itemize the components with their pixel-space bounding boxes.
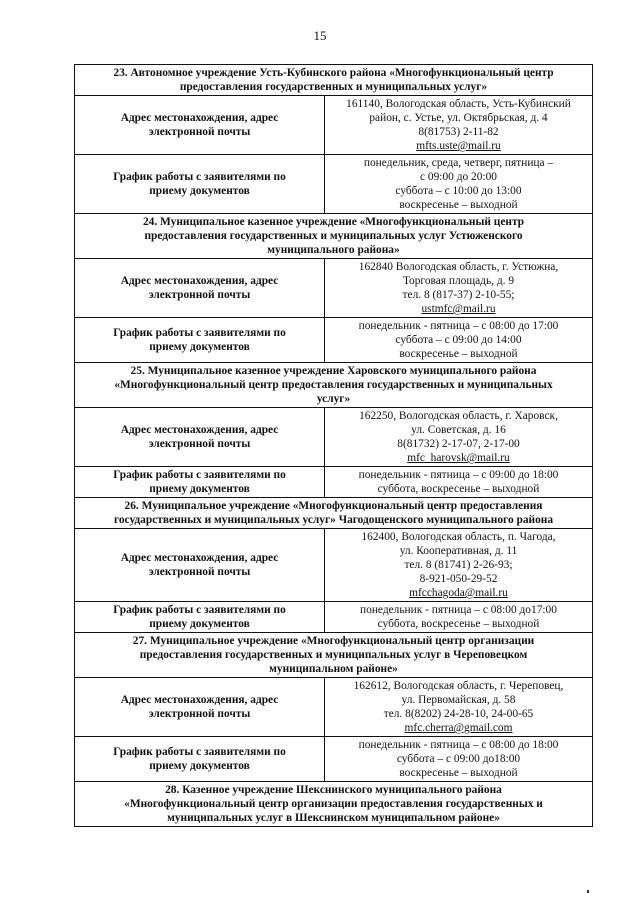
email-address: mfts.uste@mail.ru (416, 140, 501, 152)
section-title (75, 498, 593, 529)
text-line: электронной почты (148, 566, 251, 578)
text-line: воскресенье – выходной (399, 199, 518, 211)
address-row (75, 96, 593, 155)
section-title-row (75, 782, 593, 827)
text-line: График работы с заявителями по (113, 171, 286, 183)
schedule-label (75, 602, 325, 633)
text-line: Адрес местонахождения, адрес (120, 694, 279, 706)
text-line: понедельник - пятница – с 08:00 до17:00 (360, 604, 557, 616)
text-line: муниципальных услуг в Шекснинском муниципальном районе» (167, 812, 500, 824)
schedule-label (75, 467, 325, 498)
section-title-row (75, 498, 593, 529)
text-line: тел. 8 (817-37) 2-10-55; (402, 289, 515, 301)
text-line: приему документов (149, 185, 250, 197)
schedule-row (75, 155, 593, 214)
text-line: предоставления государственных и муниципальных услуг» (179, 81, 488, 93)
address-row (75, 678, 593, 737)
address-row (75, 408, 593, 467)
text-line: понедельник, среда, четверг, пятница – (363, 157, 554, 169)
text-line: муниципального района» (267, 244, 400, 256)
text-line: Адрес местонахождения, адрес (120, 552, 279, 564)
section-title (75, 782, 593, 827)
section-title (75, 214, 593, 259)
text-line: График работы с заявителями по (113, 604, 286, 616)
text-line: 162250, Вологодская область, г. Харовск, (359, 410, 558, 422)
text-line: 24. Муниципальное казенное учреждение «Многофункциональный центр (142, 216, 525, 228)
schedule-value (325, 737, 593, 782)
address-row (75, 529, 593, 602)
schedule-label (75, 737, 325, 782)
text-line: воскресенье – выходной (399, 348, 518, 360)
text-line: приему документов (149, 618, 250, 630)
schedule-label (75, 318, 325, 363)
address-value (325, 678, 593, 737)
mfc-contacts-table (74, 64, 593, 827)
page-number: 15 (313, 28, 327, 43)
text-line: Адрес местонахождения, адрес (120, 424, 279, 436)
address-label (75, 529, 325, 602)
text-line: воскресенье – выходной (399, 767, 518, 779)
address-label (75, 678, 325, 737)
text-line: государственных и муниципальных услуг» Чагодощенского муниципального района (113, 514, 554, 526)
text-line: 162612, Вологодская область, г. Череповец, (353, 680, 564, 692)
text-line: 23. Автономное учреждение Усть-Кубинского района «Многофункциональный центр (113, 67, 554, 79)
text-line: предоставления государственных и муниципальных услуг в Череповецком (139, 649, 528, 661)
address-value (325, 408, 593, 467)
text-line: район, с. Устье, ул. Октябрьская, д. 4 (369, 112, 548, 124)
text-line: График работы с заявителями по (113, 469, 286, 481)
text-line: График работы с заявителями по (113, 327, 286, 339)
text-line: 8(81732) 2-17-07, 2-17-00 (397, 438, 520, 450)
schedule-value (325, 467, 593, 498)
text-line: тел. 8 (81741) 2-26-93; (404, 559, 513, 571)
address-value (325, 259, 593, 318)
text-line: Торговая площадь, д. 9 (402, 275, 515, 287)
text-line: электронной почты (148, 289, 251, 301)
text-line: 25. Муниципальное казенное учреждение Харовского муниципального района (130, 365, 537, 377)
text-line: ул. Первомайская, д. 58 (401, 694, 516, 706)
address-value (325, 529, 593, 602)
text-line: приему документов (149, 483, 250, 495)
email-address: mfc.cherra@gmail.com (404, 722, 513, 734)
schedule-row (75, 467, 593, 498)
section-title-row (75, 214, 593, 259)
text-line: Адрес местонахождения, адрес (120, 112, 279, 124)
address-value (325, 96, 593, 155)
text-line: электронной почты (148, 708, 251, 720)
table-body (75, 65, 593, 827)
text-line: 8(81753) 2-11-82 (418, 126, 499, 138)
text-line: суббота – с 09:00 до 14:00 (395, 334, 522, 346)
text-line: электронной почты (148, 438, 251, 450)
section-title-row (75, 65, 593, 96)
text-line: 162400, Вологодская область, п. Чагода, (361, 531, 556, 543)
text-line: 26. Муниципальное учреждение «Многофункциональный центр предоставления (124, 500, 543, 512)
email-address: mfc_harovsk@mail.ru (407, 452, 510, 464)
text-line: 162840 Вологодская область, г. Устюжна, (358, 261, 559, 273)
text-line: понедельник - пятница – с 09:00 до 18:00 (358, 469, 559, 481)
schedule-row (75, 318, 593, 363)
text-line: тел. 8(8202) 24-28-10, 24-00-65 (383, 708, 534, 720)
text-line: «Многофункциональный центр организации предоставления государственных и (124, 798, 543, 810)
text-line: 27. Муниципальное учреждение «Многофункциональный центр организации (132, 635, 535, 647)
address-label (75, 259, 325, 318)
text-line: понедельник - пятница – с 08:00 до 18:00 (358, 739, 559, 751)
text-line: суббота – с 09:00 до18:00 (396, 753, 521, 765)
address-label (75, 408, 325, 467)
text-line: с 09:00 до 20:00 (420, 171, 497, 183)
section-title-row (75, 633, 593, 678)
text-line: 161140, Вологодская область, Усть-Кубинский (346, 98, 571, 110)
text-line: муниципальном районе» (269, 663, 398, 675)
schedule-value (325, 602, 593, 633)
text-line: понедельник - пятница – с 08:00 до 17:00 (358, 320, 559, 332)
email-address: ustmfc@mail.ru (421, 303, 496, 315)
text-line: предоставления государственных и муниципальных услуг Устюженского (144, 230, 523, 242)
text-line: услуг» (316, 393, 351, 405)
schedule-row (75, 602, 593, 633)
text-line: ул. Кооперативная, д. 11 (399, 545, 518, 557)
section-title-row (75, 363, 593, 408)
schedule-value (325, 155, 593, 214)
address-row (75, 259, 593, 318)
text-line: суббота, воскресенье – выходной (377, 483, 540, 495)
address-label (75, 96, 325, 155)
email-address: mfcchagoda@mail.ru (409, 587, 508, 599)
text-line: суббота, воскресенье – выходной (377, 618, 540, 630)
schedule-row (75, 737, 593, 782)
schedule-value (325, 318, 593, 363)
section-title (75, 363, 593, 408)
text-line: 28. Казенное учреждение Шекснинского муниципального района (165, 784, 502, 796)
section-title (75, 633, 593, 678)
text-line: «Многофункциональный центр предоставления государственных и муниципальных (114, 379, 553, 391)
text-line: ул. Советская, д. 16 (411, 424, 506, 436)
scan-mark (587, 890, 589, 893)
schedule-label (75, 155, 325, 214)
text-line: 8-921-050-29-52 (419, 573, 498, 585)
text-line: суббота – с 10:00 до 13:00 (395, 185, 522, 197)
text-line: График работы с заявителями по (113, 746, 286, 758)
section-title (75, 65, 593, 96)
text-line: электронной почты (148, 126, 251, 138)
text-line: приему документов (149, 341, 250, 353)
text-line: Адрес местонахождения, адрес (120, 275, 279, 287)
text-line: приему документов (149, 760, 250, 772)
